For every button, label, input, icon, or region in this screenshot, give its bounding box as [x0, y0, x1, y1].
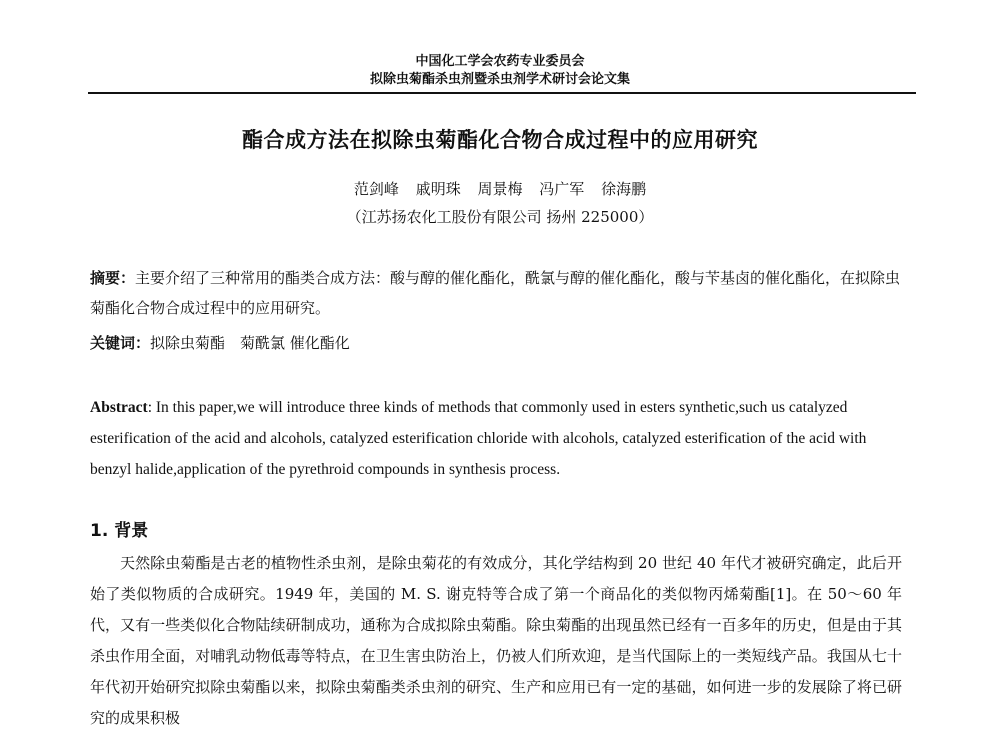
keywords	[90, 328, 902, 358]
author: 徐海鹏	[601, 180, 647, 198]
abstract-label: 摘要：	[90, 269, 136, 287]
paper-title: 酯合成方法在拟除虫菊酯化合物合成过程中的应用研究	[242, 128, 758, 152]
proceedings-name: 拟除虫菊酯杀虫剂暨杀虫剂学术研讨会论文集	[369, 72, 630, 87]
author-affiliation: （江苏扬农化工股份有限公司 扬州 225000）	[346, 208, 654, 226]
abstract-en-text: : In this paper,we will introduce three kinds of methods that commonly used in esters synthetic,such us catalyzed esterification of the acid and alcohols, catalyzed esterification chloride with alcohols, catalyzed esterification of the acid with benzyl halide,application of the pyrethroid compounds in synthesis process.	[90, 399, 867, 478]
abstract-text: 主要介绍了三种常用的酯类合成方法：酸与醇的催化酯化，酰氯与醇的催化酯化，酸与苄基卤的催化酯化，在拟除虫菊酯化合物合成过程中的应用研究。	[90, 269, 901, 317]
author: 范剑峰	[353, 180, 399, 198]
journal-name: 中国化工学会农药专业委员会	[415, 54, 585, 69]
abstract-chinese	[90, 263, 902, 323]
section-heading: 1. 背景	[90, 521, 149, 541]
keywords-label: 关键词：	[90, 334, 151, 352]
author-list	[250, 178, 750, 199]
section-body: 天然除虫菊酯是古老的植物性杀虫剂，是除虫菊花的有效成分，其化学结构到 20 世纪 40 年代才被研究确定，此后开始了类似物质的合成研究。1949 年，美国的 M. S. 谢克特等合成了第一个商品化的类似物丙烯菊酯[1]。在 50～60 年代，又有一些类似化合物陆续研制成功，通称为合成拟除虫菊酯。除虫菊酯的出现虽然已经有一百多年的历史，但是由于其杀虫作用全面，对哺乳动物低毒等特点，在卫生害虫防治上，仍被人们所欢迎，是当代国际上的一类短线产品。我国从七十年代初开始研究拟除虫菊酯以来，拟除虫菊酯类杀虫剂的研究、生产和应用已有一定的基础，如何进一步的发展除了将已研究的成果积极	[90, 554, 902, 727]
author: 周景梅	[477, 180, 523, 198]
author: 戚明珠	[415, 180, 461, 198]
abstract-english	[90, 392, 905, 485]
header-divider	[88, 92, 916, 94]
author: 冯广军	[539, 180, 585, 198]
abstract-en-label: Abstract	[90, 399, 148, 416]
keywords-text: 拟除虫菊酯 菊酰氯 催化酯化	[150, 334, 350, 352]
